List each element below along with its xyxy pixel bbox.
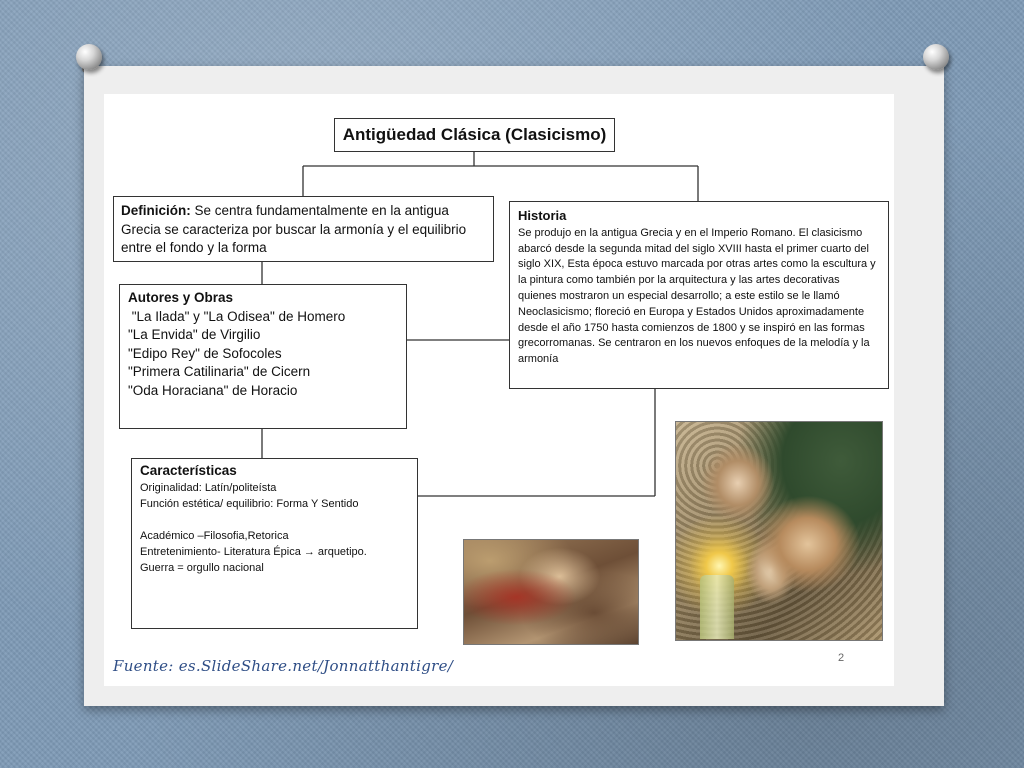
caracteristicas-line: Guerra = orgullo nacional — [140, 562, 264, 574]
autores-box — [119, 284, 407, 429]
historia-box — [509, 201, 889, 389]
source-credit: Fuente: es.SlideShare.net/Jonnatthantigre/ — [113, 657, 454, 675]
historia-heading: Historia — [518, 208, 567, 223]
definicion-heading: Definición: — [121, 203, 191, 218]
historia-text: Se produjo en la antigua Grecia y en el Imperio Romano. El clasicismo abarcó desde la segunda mitad del siglo XVIII hasta el primer cuarto del siglo XIX, Esta época estuvo marcada por otras artes como la escultura y la pintura como también por la arquitectura y las artes decorativas quienes mostraron un especial desarrollo; a este estilo se le llamó Neoclasicismo; floreció en Europa y Estados Unidos aproximadamente desde el año 1750 hasta comienzos de 1800 y se inspiró en las formas grecorromanas. Se centraron en los nuevos enfoques de la melodía y la armonía — [518, 226, 876, 366]
diagram-title: Antigüedad Clásica (Clasicismo) — [342, 125, 607, 144]
caracteristicas-spacer — [140, 512, 409, 528]
autores-item: "La Envida" de Virgilio — [128, 327, 261, 342]
autores-item: "Edipo Rey" de Sofocoles — [128, 345, 282, 361]
caracteristicas-heading: Características — [140, 463, 237, 478]
autores-heading: Autores y Obras — [128, 290, 234, 305]
caracteristicas-line: Función estética/ equilibrio: Forma Y Sentido — [140, 498, 359, 510]
autores-item: "Oda Horaciana" de Horacio — [128, 382, 298, 398]
diagram-title-box — [334, 118, 615, 152]
caracteristicas-line: Entretenimiento- Literatura Épica → arquetipo. — [140, 546, 367, 558]
caracteristicas-line: Académico –Filosofia,Retorica — [140, 530, 289, 542]
autores-item: "Primera Catilinaria" de Cicern — [128, 364, 311, 379]
candle-image — [700, 575, 734, 639]
page-number: 2 — [838, 652, 845, 664]
battle-painting-image — [463, 539, 639, 645]
definicion-box — [113, 196, 494, 262]
autores-item: "La Ilada" y "La Odisea" de Homero — [128, 308, 346, 324]
caracteristicas-box — [131, 458, 418, 629]
definicion-text: Se centra fundamentalmente en la antigua Grecia se caracteriza por buscar la armonía y el equilibrio entre el fondo y la forma — [121, 203, 467, 255]
caracteristicas-line: Originalidad: Latín/politeísta — [140, 482, 277, 494]
